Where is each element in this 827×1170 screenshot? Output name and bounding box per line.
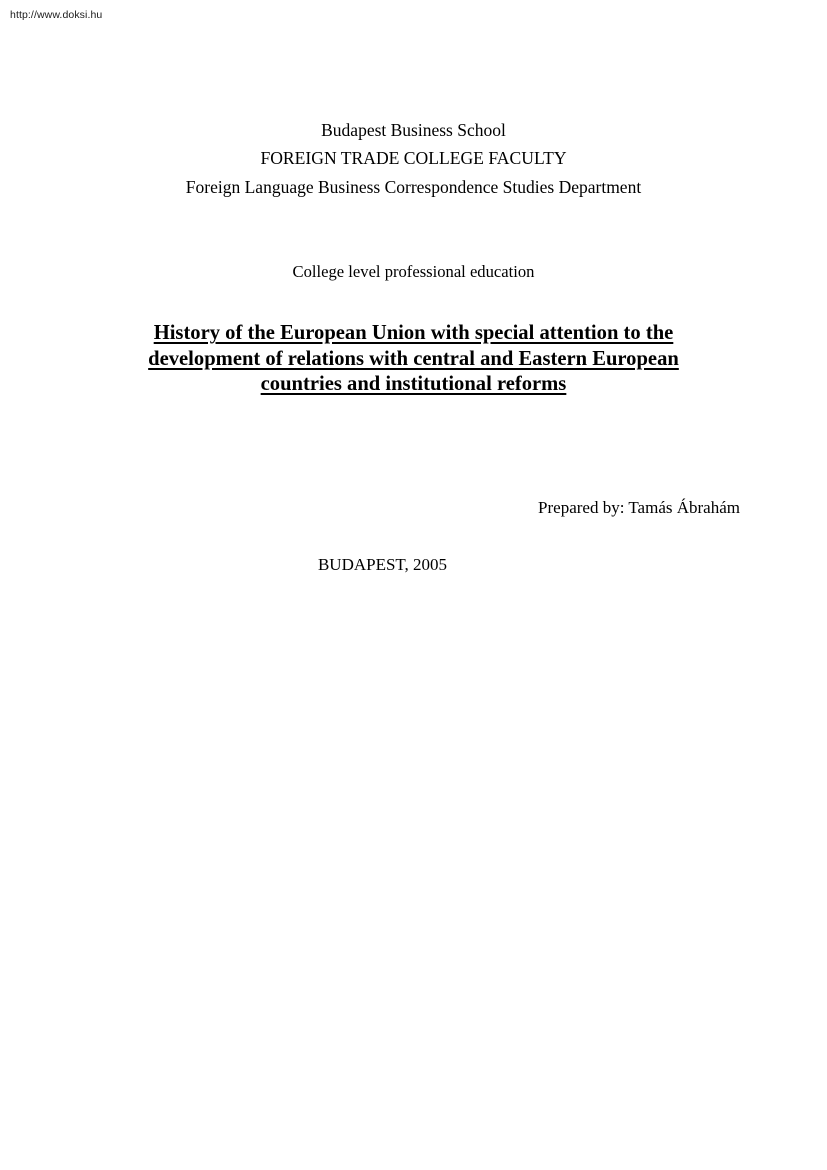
institution-block xyxy=(87,116,740,201)
place-and-year: BUDAPEST, 2005 xyxy=(317,555,448,574)
title-line-2: development of relations with central and Eastern European xyxy=(148,347,679,370)
program-level: College level professional education xyxy=(292,262,535,282)
author-credit: Prepared by: Tamás Ábrahám xyxy=(538,498,740,517)
school-name: Budapest Business School xyxy=(321,120,506,140)
source-watermark: http://www.doksi.hu xyxy=(10,9,103,21)
title-line-3: countries and institutional reforms xyxy=(260,373,567,396)
department-name: Foreign Language Business Correspondence Studies Department xyxy=(185,176,642,197)
title-line-1: History of the European Union with special attention to the xyxy=(153,322,674,345)
cover-page-content xyxy=(87,0,740,577)
faculty-name: FOREIGN TRADE COLLEGE FACULTY xyxy=(260,148,567,169)
thesis-title xyxy=(87,321,740,398)
